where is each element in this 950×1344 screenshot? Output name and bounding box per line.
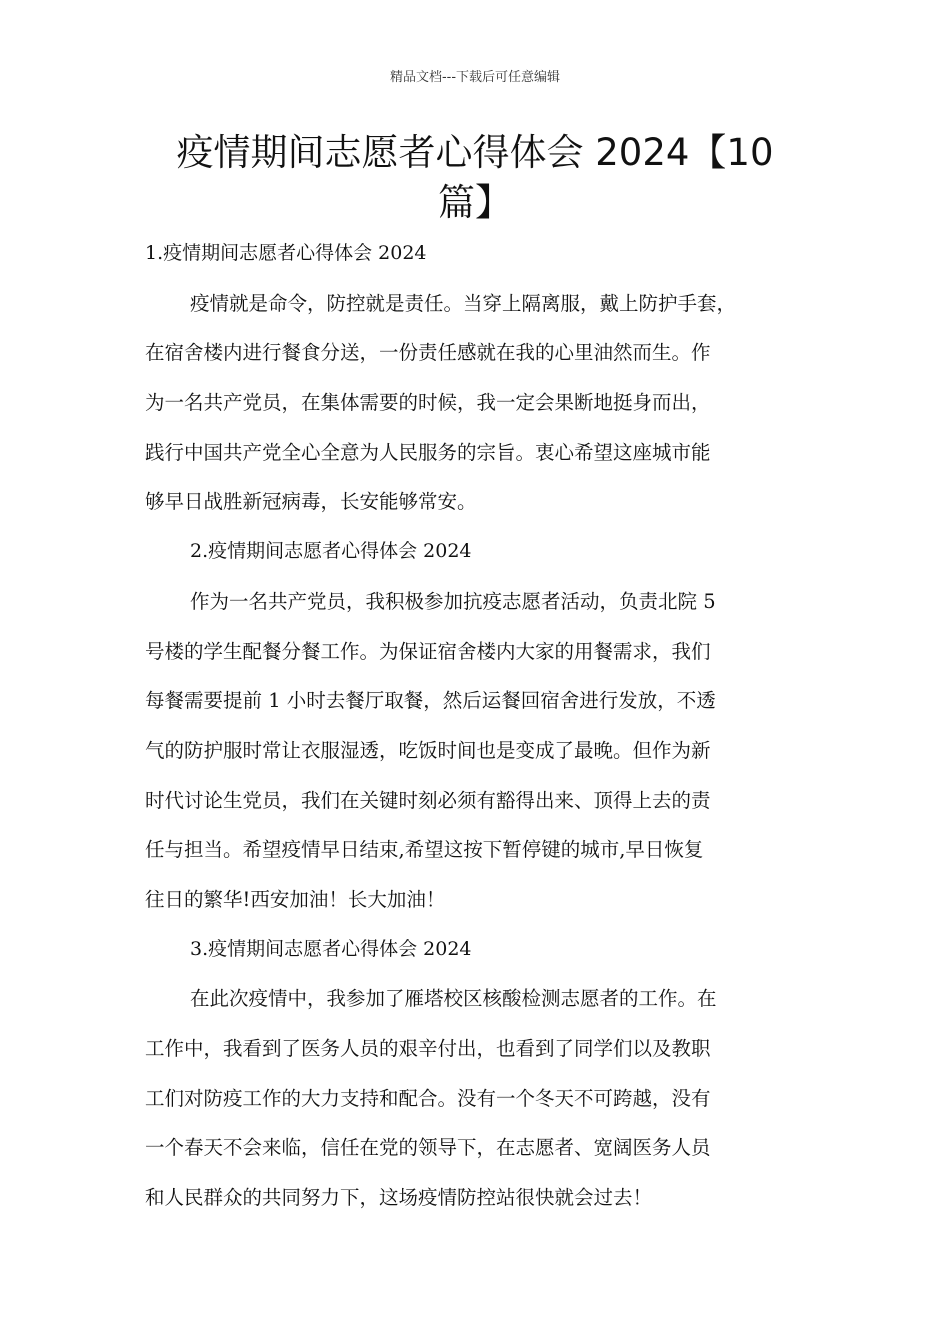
document-title xyxy=(150,128,800,228)
section-1-heading: 1.疫情期间志愿者心得体会 2024 xyxy=(145,242,427,264)
paragraph-line: 工们对防疫工作的大力支持和配合。没有一个冬天不可跨越，没有 xyxy=(145,1086,711,1110)
paragraph-line: 为一名共产党员，在集体需要的时候，我一定会果断地挺身而出， xyxy=(145,391,711,415)
paragraph-line: 作为一名共产党员，我积极参加抗疫志愿者活动，负责北院 5 xyxy=(190,589,716,613)
paragraph-line: 工作中，我看到了医务人员的艰辛付出，也看到了同学们以及教职 xyxy=(145,1037,711,1060)
paragraph-line: 任与担当。希望疫情早日结束,希望这按下暂停键的城市,早日恢复 xyxy=(145,838,704,862)
paragraph-line: 每餐需要提前 1 小时去餐厅取餐，然后运餐回宿舍进行发放，不透 xyxy=(145,689,716,713)
paragraph-line: 够早日战胜新冠病毒，长安能够常安。 xyxy=(145,490,477,514)
paragraph-line: 在宿舍楼内进行餐食分送，一份责任感就在我的心里油然而生。作 xyxy=(145,341,711,365)
paragraph-line: 往日的繁华!西安加油！长大加油！ xyxy=(145,887,446,911)
paragraph-line: 疫情就是命令，防控就是责任。当穿上隔离服，戴上防护手套， xyxy=(190,291,737,315)
section-2-heading: 2.疫情期间志愿者心得体会 2024 xyxy=(190,540,472,563)
paragraph-line: 时代讨论生党员，我们在关键时刻必须有豁得出来、顶得上去的责 xyxy=(145,788,711,812)
paragraph-line: 在此次疫情中，我参加了雁塔校区核酸检测志愿者的工作。在 xyxy=(190,987,717,1011)
page-header: 精品文档---下载后可任意编辑 xyxy=(389,70,561,85)
paragraph-line: 气的防护服时常让衣服湿透，吃饭时间也是变成了最晚。但作为新 xyxy=(145,738,711,762)
title-line-1: 疫情期间志愿者心得体会 2024【10 xyxy=(176,131,774,174)
paragraph-line: 一个春天不会来临，信任在党的领导下，在志愿者、宽阔医务人员 xyxy=(145,1136,711,1160)
section-3-heading: 3.疫情期间志愿者心得体会 2024 xyxy=(190,937,472,960)
paragraph-line: 号楼的学生配餐分餐工作。为保证宿舍楼内大家的用餐需求，我们 xyxy=(145,639,711,663)
document-body xyxy=(145,229,825,1223)
title-line-2: 篇】 xyxy=(438,181,512,224)
paragraph-line: 践行中国共产党全心全意为人民服务的宗旨。衷心希望这座城市能 xyxy=(145,440,711,464)
paragraph-line: 和人民群众的共同努力下，这场疫情防控站很快就会过去！ xyxy=(145,1186,653,1210)
